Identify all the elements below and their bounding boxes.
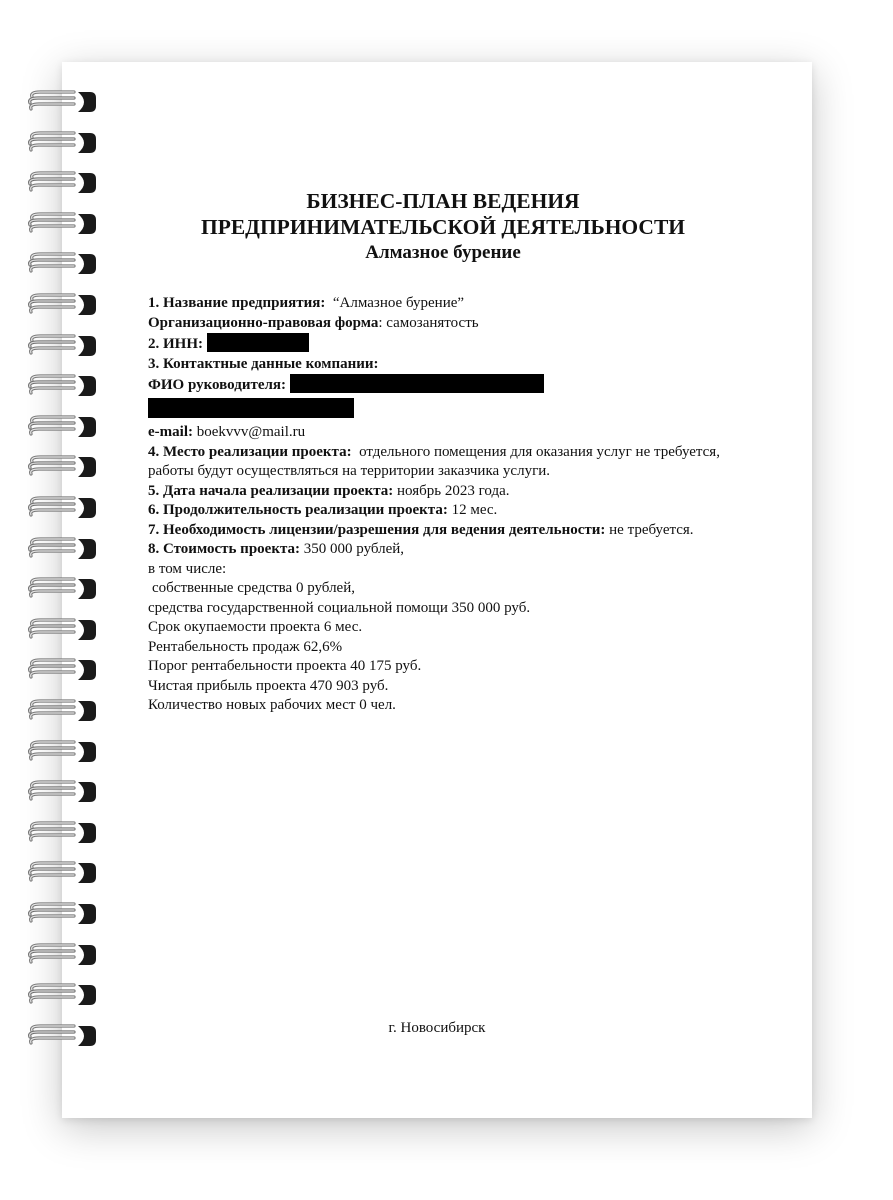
- spiral-ring-icon: [26, 453, 100, 481]
- item-email: [148, 420, 738, 443]
- spiral-ring-icon: [26, 210, 100, 238]
- spiral-ring-icon: [26, 413, 100, 441]
- state-funds-line: средства государственной социальной помощи 350 000 руб.: [148, 599, 531, 616]
- spiral-ring-icon: [26, 332, 100, 360]
- spiral-ring-icon: [26, 859, 100, 887]
- email-value: boekvvv@mail.ru: [196, 424, 306, 440]
- spiral-ring-icon: [26, 941, 100, 969]
- item-company-name: [148, 294, 738, 314]
- document-subtitle: Алмазное бурение: [365, 242, 521, 263]
- item-director-continued: [148, 396, 738, 421]
- legal-form-label: Организационно-правовая форма: [148, 314, 379, 331]
- net-profit-line: Чистая прибыль проекта 470 903 руб.: [148, 677, 389, 694]
- item-duration: [148, 501, 738, 521]
- item-place: [148, 443, 738, 482]
- spiral-ring-icon: [26, 291, 100, 319]
- document-body: [148, 294, 738, 716]
- redacted-phone: [148, 398, 354, 418]
- profitability-line: Рентабельность продаж 62,6%: [148, 638, 343, 655]
- including-line: в том числе:: [148, 560, 227, 577]
- company-name-value: “Алмазное бурение”: [332, 295, 465, 311]
- spiral-ring-icon: [26, 819, 100, 847]
- spiral-ring-icon: [26, 778, 100, 806]
- company-name-label: 1. Название предприятия:: [148, 295, 326, 311]
- spiral-ring-icon: [26, 656, 100, 684]
- inn-label: 2. ИНН:: [148, 336, 203, 352]
- item-legal-form: [148, 314, 738, 334]
- item-inn: [148, 333, 738, 355]
- place-value: отдельного помещения для оказания услуг не требуется, работы будут осуществляться на территории заказчика услуги.: [148, 443, 720, 479]
- city-footer: г. Новосибирск: [388, 1020, 486, 1036]
- spiral-ring-icon: [26, 575, 100, 603]
- own-funds-line: собственные средства 0 рублей,: [152, 580, 355, 596]
- spiral-ring-icon: [26, 494, 100, 522]
- legal-form-value: : самозанятость: [378, 314, 479, 331]
- spiral-ring-icon: [26, 169, 100, 197]
- spiral-ring-icon: [26, 738, 100, 766]
- place-label: 4. Место реализации проекта:: [148, 443, 352, 460]
- contacts-label: 3. Контактные данные компании:: [148, 355, 379, 372]
- item-director: [148, 374, 738, 396]
- spiral-binding: [26, 88, 106, 1088]
- item-license: [148, 521, 738, 541]
- spiral-ring-icon: [26, 129, 100, 157]
- spiral-ring-icon: [26, 616, 100, 644]
- spiral-ring-icon: [26, 372, 100, 400]
- email-label: e-mail:: [148, 424, 193, 440]
- spiral-ring-icon: [26, 697, 100, 725]
- duration-value: 12 мес.: [451, 502, 498, 518]
- item-cost: [148, 540, 738, 560]
- item-start-date: [148, 482, 738, 502]
- license-label: 7. Необходимость лицензии/разрешения для ведения деятельности:: [148, 521, 606, 538]
- new-jobs-line: Количество новых рабочих мест 0 чел.: [148, 697, 396, 713]
- document-title: [148, 188, 738, 240]
- breakeven-line: Порог рентабельности проекта 40 175 руб.: [148, 658, 422, 674]
- spiral-ring-icon: [26, 250, 100, 278]
- payback-line: Срок окупаемости проекта 6 мес.: [148, 619, 363, 635]
- business-plan-document: [148, 188, 738, 716]
- title-line-1: БИЗНЕС-ПЛАН ВЕДЕНИЯ: [306, 189, 580, 213]
- spiral-ring-icon: [26, 535, 100, 563]
- license-value: не требуется.: [609, 521, 694, 538]
- spiral-ring-icon: [26, 88, 100, 116]
- redacted-director-name: [290, 374, 544, 393]
- spiral-ring-icon: [26, 981, 100, 1009]
- start-date-value: ноябрь 2023 года.: [397, 482, 510, 499]
- item-contacts: [148, 355, 738, 375]
- cost-label: 8. Стоимость проекта:: [148, 541, 301, 557]
- title-line-2: ПРЕДПРИНИМАТЕЛЬСКОЙ ДЕЯТЕЛЬНОСТИ: [200, 215, 686, 239]
- redacted-inn: [207, 333, 309, 352]
- cost-value: 350 000 рублей,: [303, 541, 405, 557]
- start-date-label: 5. Дата начала реализации проекта:: [148, 482, 394, 499]
- spiral-ring-icon: [26, 900, 100, 928]
- director-label: ФИО руководителя:: [148, 377, 287, 393]
- duration-label: 6. Продолжительность реализации проекта:: [148, 502, 448, 518]
